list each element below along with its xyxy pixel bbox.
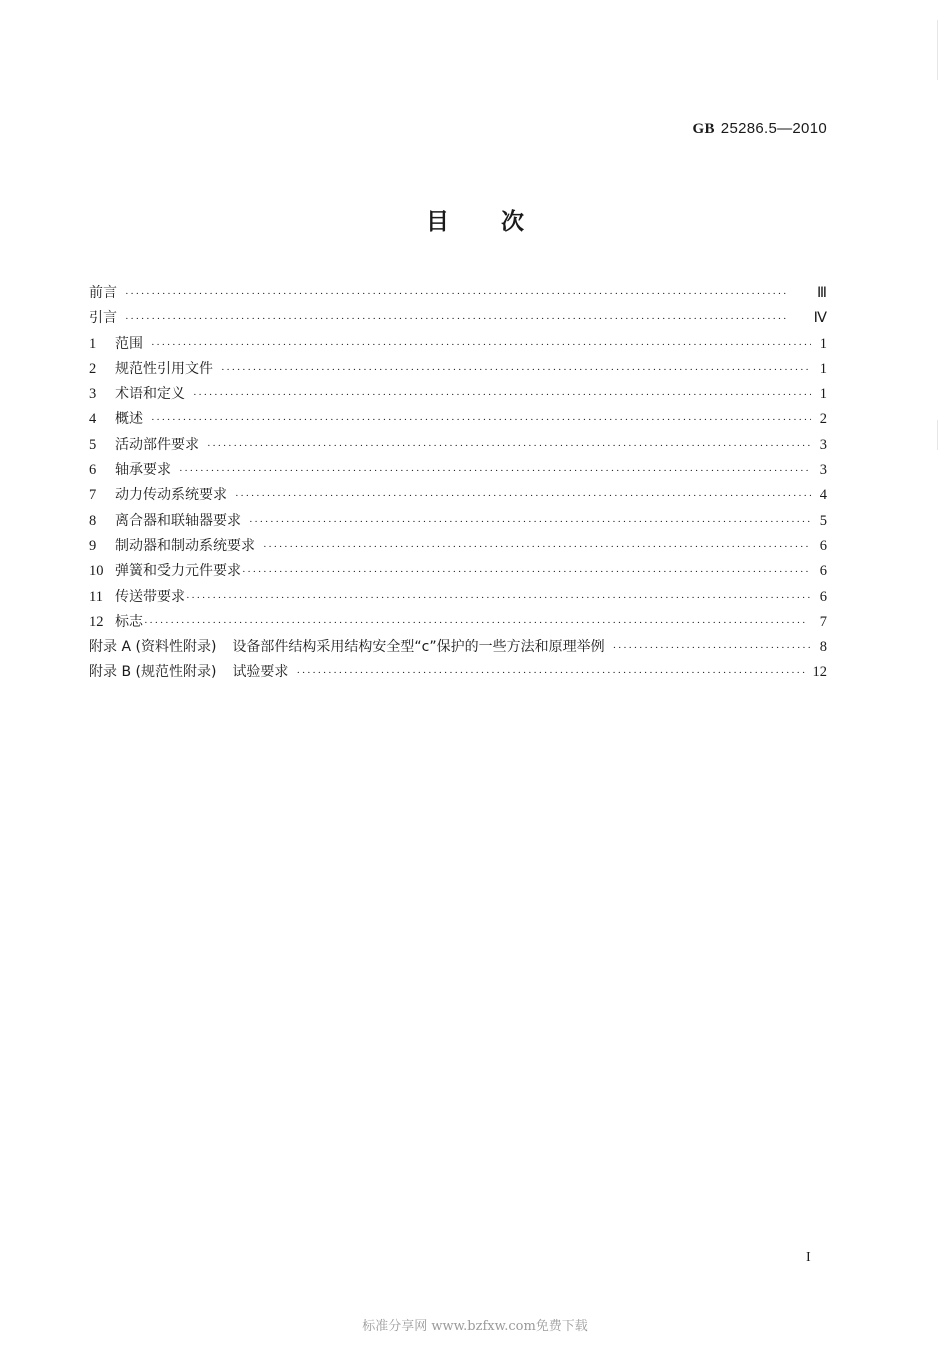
leader-dots xyxy=(221,364,811,376)
toc-label: 传送带要求 xyxy=(115,588,185,605)
toc-entry-appendix-b[interactable] xyxy=(89,661,827,686)
toc-label: 制动器和制动系统要求 xyxy=(115,537,255,554)
toc-label: 设备部件结构采用结构安全型“c”保护的一些方法和原理举例 xyxy=(232,639,605,656)
scan-edge-mark xyxy=(937,20,938,80)
title-char-2: 次 xyxy=(501,209,524,235)
toc-label: 轴承要求 xyxy=(115,462,171,479)
toc-label: 规范性引用文件 xyxy=(115,360,213,377)
toc-page: 2 xyxy=(819,411,827,428)
standard-code: 25286.5—2010 xyxy=(720,120,827,137)
leader-dots xyxy=(613,642,811,654)
toc-number: 4 xyxy=(89,411,97,428)
toc-page: 8 xyxy=(819,639,827,656)
standard-number xyxy=(650,119,827,138)
page-title xyxy=(0,203,950,236)
leader-dots xyxy=(125,313,806,325)
toc-entry-5[interactable] xyxy=(89,434,827,459)
toc-label: 范围 xyxy=(115,335,143,352)
toc-page: 12 xyxy=(812,664,827,681)
page-number: I xyxy=(806,1250,811,1265)
toc-label: 标志 xyxy=(115,613,143,630)
toc-page: 6 xyxy=(819,563,827,580)
toc-number: 2 xyxy=(89,360,97,377)
toc-number: 8 xyxy=(89,512,97,529)
toc-page: 1 xyxy=(819,360,827,377)
toc-page: 4 xyxy=(819,487,827,504)
toc-page: 6 xyxy=(819,537,827,554)
leader-dots xyxy=(151,414,811,426)
toc-entry-foreword[interactable] xyxy=(89,282,827,307)
leader-dots xyxy=(151,339,811,351)
toc-page: 7 xyxy=(819,613,827,630)
leader-dots xyxy=(263,541,811,553)
toc-entry-9[interactable] xyxy=(89,535,827,560)
toc-label: 动力传动系统要求 xyxy=(115,487,227,504)
toc-page: 6 xyxy=(819,588,827,605)
toc-number: 1 xyxy=(89,335,97,352)
toc-label: 术语和定义 xyxy=(115,386,185,403)
watermark: 标准分享网 www.bzfxw.com免费下载 xyxy=(362,1319,588,1334)
toc-label: 离合器和联轴器要求 xyxy=(115,512,241,529)
toc-number: 9 xyxy=(89,537,97,554)
toc-label: 活动部件要求 xyxy=(115,436,199,453)
toc-entry-7[interactable] xyxy=(89,484,827,509)
toc-page: Ⅲ xyxy=(817,285,827,301)
toc-entry-12[interactable] xyxy=(89,611,827,636)
toc-page: 1 xyxy=(819,335,827,352)
toc-number: 12 xyxy=(89,613,104,630)
toc-number: 11 xyxy=(89,588,103,605)
toc-page: 3 xyxy=(819,462,827,479)
standard-prefix: GB xyxy=(692,121,715,137)
toc-page: Ⅳ xyxy=(813,310,827,327)
toc-entry-11[interactable] xyxy=(89,586,827,611)
toc-label: 弹簧和受力元件要求 xyxy=(115,563,241,580)
toc-number: 3 xyxy=(89,386,97,403)
leader-dots xyxy=(249,516,811,528)
toc-appendix-prefix: 附录 B (规范性附录) xyxy=(89,664,217,681)
leader-dots xyxy=(144,617,811,629)
toc-entry-10[interactable] xyxy=(89,560,827,585)
toc-entry-2[interactable] xyxy=(89,358,827,383)
toc-entry-introduction[interactable] xyxy=(89,307,827,332)
toc-page: 3 xyxy=(819,436,827,453)
toc-page: 1 xyxy=(819,386,827,403)
title-char-1: 目 xyxy=(426,209,449,235)
toc-label: 前言 xyxy=(89,285,117,301)
toc-number: 5 xyxy=(89,436,97,453)
leader-dots xyxy=(207,440,811,452)
toc-number: 10 xyxy=(89,563,104,580)
leader-dots xyxy=(179,465,811,477)
toc-label: 试验要求 xyxy=(232,664,289,681)
scan-edge-mark xyxy=(937,420,938,450)
toc-entry-1[interactable] xyxy=(89,333,827,358)
toc-entry-appendix-a[interactable] xyxy=(89,636,827,661)
leader-dots xyxy=(235,490,811,502)
table-of-contents xyxy=(89,282,827,687)
leader-dots xyxy=(193,389,811,401)
toc-page: 5 xyxy=(819,512,827,529)
toc-appendix-prefix: 附录 A (资料性附录) xyxy=(89,639,217,656)
toc-label: 概述 xyxy=(115,411,143,428)
toc-label: 引言 xyxy=(89,310,117,327)
toc-entry-6[interactable] xyxy=(89,459,827,484)
toc-entry-3[interactable] xyxy=(89,383,827,408)
leader-dots xyxy=(296,667,804,679)
toc-entry-4[interactable] xyxy=(89,408,827,433)
leader-dots xyxy=(125,288,809,300)
toc-number: 6 xyxy=(89,462,97,479)
toc-entry-8[interactable] xyxy=(89,510,827,535)
leader-dots xyxy=(242,566,811,578)
leader-dots xyxy=(186,592,811,604)
toc-number: 7 xyxy=(89,487,97,504)
